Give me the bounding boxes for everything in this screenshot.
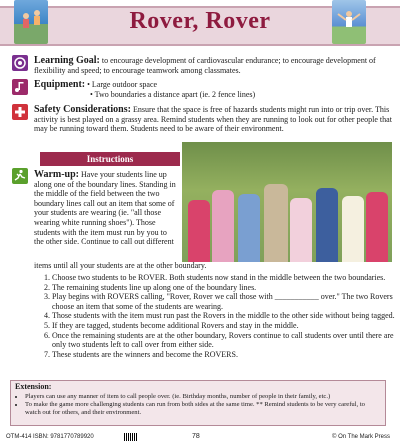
list-item: • Players can use any manner of item to call people over. (ie. Birthday months, number of people in their family, etc.) [25,393,381,401]
extension-box [10,380,386,426]
warmup-text: Have your students line up along one of the boundary lines. Standing in the middle of the field between the two boundary lines call out an item that some of your students are wearing (ie. "all those wearing white running shoes"). Those students with the item must run by you to the other side. Continue to call out different [34,170,176,247]
list-item: 3. Play begins with ROVERS calling, "Rover, Rover we call those with ___________ over." The two Rovers choose an item that some of the students are wearing. [52,292,400,311]
list-item: 4. Those students with the item must run past the Rovers in the middle to the other side without being tagged. [52,311,400,321]
instruction-steps [34,273,400,359]
equipment [34,80,394,99]
equipment-heading: Equipment: [34,79,86,90]
list-item: 5. If they are tagged, students become additional Rovers and stay in the middle. [52,321,400,331]
safety-heading: Safety Considerations: [34,104,131,115]
equipment-icon [12,79,28,95]
equipment-item-1: • Large outdoor space [87,80,158,89]
learning-goal-text: to encourage development of cardiovascular endurance; to encourage development of flexibility and speed; to encourage teamwork among classmates. [34,56,376,75]
warmup [34,170,178,247]
learning-goal-heading: Learning Goal: [34,55,100,66]
list-item: 2. The remaining students line up along one of the boundary lines. [52,283,400,293]
page-footer [6,431,394,443]
list-item: 1. Choose two students to be ROVER. Both students now stand in the middle between the two boundaries. [52,273,400,283]
equipment-item-2: • Two boundaries a distance apart (ie. 2 fence lines) [90,89,256,99]
title-banner [0,0,400,46]
list-item: 7. These students are the winners and become the ROVERS. [52,350,400,360]
children-photo [182,142,392,262]
barcode-icon [124,433,138,441]
warmup-text-end: items until all your students are at the other boundary. [34,261,207,270]
warmup-heading: Warm-up: [34,169,79,180]
safety-considerations [34,105,394,134]
first-aid-icon [12,104,28,120]
list-item: • To make the game more challenging students can run from both sides at the same time. ** Remind students to be very careful, to watch out for others, and their environment. [25,401,381,417]
publisher: © On The Mark Press [332,434,390,440]
list-item: 6. Once the remaining students are at the other boundary, Rovers continue to call students over until there are only two students left to call over from either side. [52,331,400,350]
instructions-label: Instructions [40,152,180,166]
isbn-code: OTM-414 ISBN: 9781770789920 [6,434,94,440]
learning-goal [34,56,394,75]
goal-icon [12,55,28,71]
page-number: 78 [192,433,200,440]
page-title: Rover, Rover [129,8,271,34]
extension-heading: Extension: [15,382,52,391]
runner-icon [12,168,28,184]
safety-text: Ensure that the space is free of hazards students might run into or trip over. This activity is best played on a grassy area. Remind students when they are running to look out for other people that may be running toward them. Students need to be aware of their environment. [34,105,392,134]
